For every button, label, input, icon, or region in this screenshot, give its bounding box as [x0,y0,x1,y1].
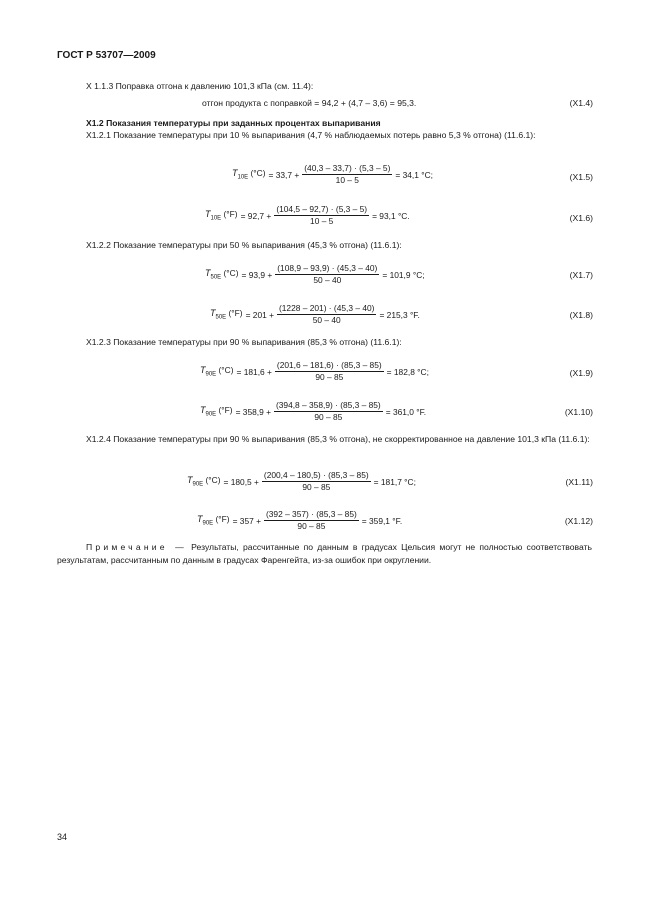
fraction-denominator: 10 – 5 [310,216,334,226]
equation-base: = 180,5 + [223,476,259,487]
equation-fraction [275,263,379,286]
equation-base: = 33,7 + [268,169,300,180]
fraction-numerator: (1228 – 201) · (45,3 – 40) [278,303,375,313]
equation-lhs: $T_{90E}$ (°C) [187,475,221,488]
equation-fraction [302,163,392,186]
fraction-numerator: (201,6 – 181,6) · (85,3 – 85) [276,360,382,370]
paragraph-x123: Х1.2.3 Показание температуры при 90 % выпаривания (85,3 % отгона) (11.6.1): [86,337,402,347]
note-lead: Примечание — [86,542,187,552]
equation-lhs: $T_{10E}$ (°C) [232,168,266,181]
equation-x112 [197,509,402,532]
fraction-numerator: (392 – 357) · (85,3 – 85) [265,509,357,519]
equation-result: = 101,9 °C; [382,269,425,280]
equation-lhs: $T_{50E}$ (°C) [205,268,239,281]
fraction-denominator: 90 – 85 [302,482,331,492]
equation-lhs: $T_{90E}$ (°F) [200,405,233,418]
fraction-numerator: (200,4 – 180,5) · (85,3 – 85) [263,470,369,480]
equation-x110 [200,400,426,423]
note-text: Результаты, рассчитанные по данным в градусах Цельсия могут не полностью соответствовать результатам, рассчитанным по данным в градусах Фаренгейта, из-за ошибок при округлении. [57,542,593,565]
equation-base: = 93,9 + [241,269,273,280]
eqnum-x19: (Х1.9) [569,368,593,378]
eqnum-x18: (Х1.8) [569,310,593,320]
equation-fraction [275,360,384,383]
equation-fraction [274,204,369,227]
formula-x14: отгон продукта с поправкой = 94,2 + (4,7 – 3,6) = 95,3. [202,98,417,108]
equation-fraction [277,303,376,326]
page-number: 34 [57,832,68,842]
equation-fraction [262,470,371,493]
equation-base: = 358,9 + [235,406,271,417]
fraction-denominator: 90 – 85 [315,372,344,382]
fraction-numerator: (108,9 – 93,9) · (45,3 – 40) [277,263,378,273]
equation-fraction [274,400,383,423]
eqnum-x16: (Х1.6) [569,213,593,223]
equation-result: = 93,1 °C. [372,210,410,221]
fraction-numerator: (40,3 – 33,7) · (5,3 – 5) [304,163,391,173]
eqnum-x14: (Х1.4) [569,98,593,108]
fraction-denominator: 10 – 5 [335,175,359,185]
fraction-denominator: 50 – 40 [312,315,341,325]
equation-result: = 182,8 °C; [386,366,429,377]
equation-result: = 181,7 °C; [373,476,416,487]
equation-result: = 361,0 °F. [385,406,427,417]
equation-x18 [210,303,420,326]
eqnum-x112: (Х1.12) [564,516,593,526]
section-heading-x12: Х1.2 Показания температуры при заданных процентах выпаривания [86,118,381,128]
eqnum-x15: (Х1.5) [569,172,593,182]
paragraph-x121: Х1.2.1 Показание температуры при 10 % выпаривания (4,7 % наблюдаемых потерь равно 5,3 % отгона) (11.6.1): [86,130,536,140]
equation-x16 [205,204,410,227]
equation-base: = 181,6 + [236,366,272,377]
fraction-denominator: 90 – 85 [297,521,326,531]
equation-base: = 92,7 + [240,210,272,221]
equation-x17 [205,263,425,286]
equation-result: = 359,1 °F. [361,515,403,526]
equation-x15 [232,163,433,186]
equation-lhs: $T_{90E}$ (°F) [197,514,230,527]
equation-base: = 357 + [232,515,261,526]
note-paragraph [57,541,592,566]
equation-base: = 201 + [245,309,274,320]
equation-lhs: $T_{10E}$ (°F) [205,209,238,222]
fraction-denominator: 50 – 40 [313,275,342,285]
equation-x19 [200,360,429,383]
fraction-denominator: 90 – 85 [314,412,343,422]
fraction-numerator: (394,8 – 358,9) · (85,3 – 85) [275,400,381,410]
document-header: ГОСТ Р 53707—2009 [57,50,156,61]
paragraph-x124: Х1.2.4 Показание температуры при 90 % выпаривания (85,3 % отгона), не скорректированное на давление 101,3 кПа (11.6.1): [86,434,590,444]
equation-fraction [264,509,359,532]
equation-lhs: $T_{50E}$ (°F) [210,308,243,321]
equation-result: = 34,1 °C; [395,169,433,180]
paragraph-x113: Х 1.1.3 Поправка отгона к давлению 101,3 кПа (см. 11.4): [86,81,314,91]
eqnum-x110: (Х1.10) [564,407,593,417]
equation-result: = 215,3 °F. [379,309,420,320]
paragraph-x122: Х1.2.2 Показание температуры при 50 % выпаривания (45,3 % отгона) (11.6.1): [86,240,402,250]
fraction-numerator: (104,5 – 92,7) · (5,3 – 5) [276,204,368,214]
equation-lhs: $T_{90E}$ (°C) [200,365,234,378]
equation-x111 [187,470,416,493]
eqnum-x111: (Х1.11) [565,477,593,487]
eqnum-x17: (Х1.7) [569,270,593,280]
